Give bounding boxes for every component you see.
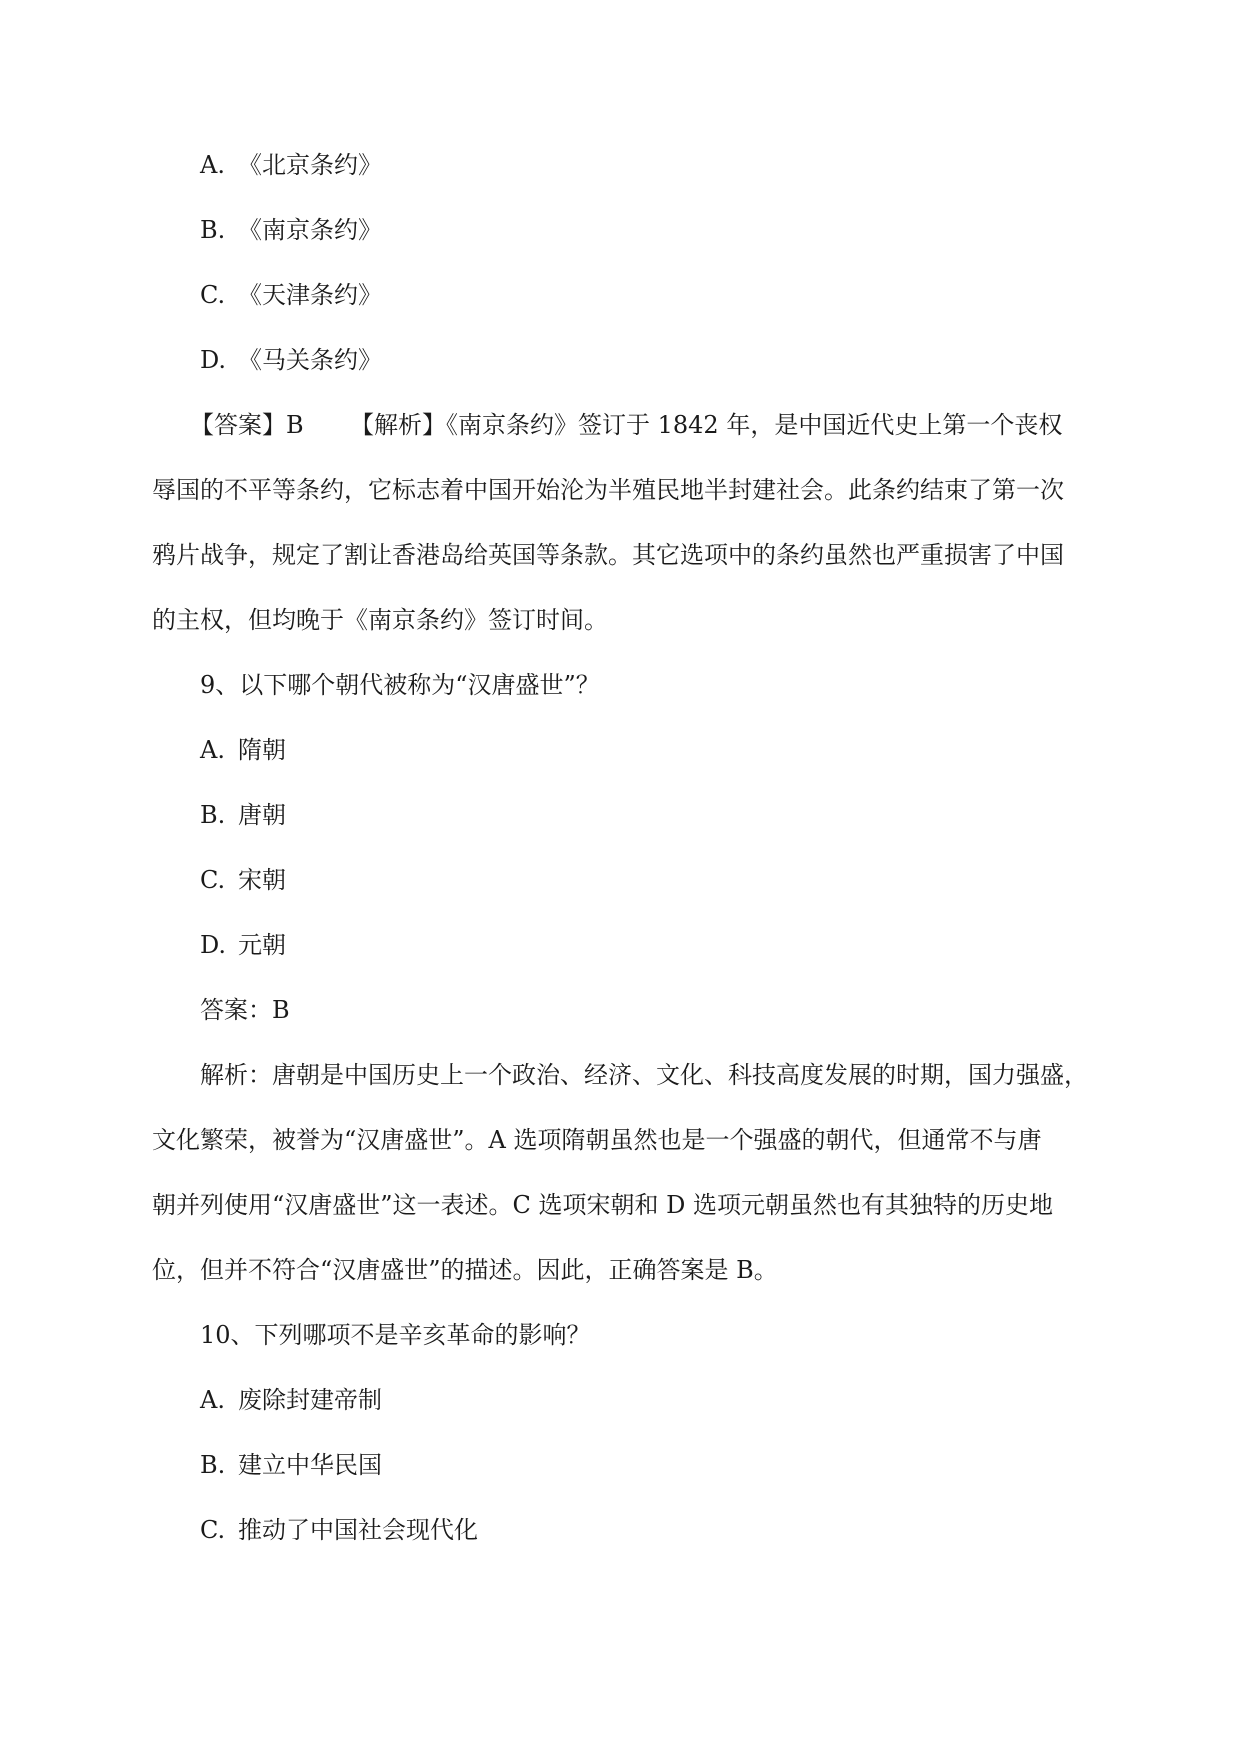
option-text: 建立中华民国 — [238, 1451, 382, 1479]
answer-analysis-line — [190, 410, 1062, 440]
option-letter: A. — [200, 736, 225, 764]
option-b — [200, 1450, 382, 1480]
option-text: 《马关条约》 — [238, 346, 382, 374]
option-d — [200, 930, 286, 960]
option-text: 隋朝 — [238, 736, 286, 764]
option-c — [200, 1515, 478, 1545]
analysis-line: 解析：唐朝是中国历史上一个政治、经济、文化、科技高度发展的时期，国力强盛， — [200, 1061, 1088, 1089]
option-text: 《天津条约》 — [238, 281, 382, 309]
analysis-text: 【解析】《南京条约》签订于 1842 年，是中国近代史上第一个丧权 — [350, 411, 1063, 439]
option-letter: C. — [200, 866, 226, 894]
analysis-line: 朝并列使用“汉唐盛世”这一表述。C 选项宋朝和 D 选项元朝虽然也有其独特的历史地 — [152, 1191, 1054, 1219]
answer-tag: 【答案】B — [190, 411, 304, 439]
option-letter: B. — [200, 216, 226, 244]
analysis-line: 的主权，但均晚于《南京条约》签订时间。 — [152, 606, 608, 634]
analysis-line: 辱国的不平等条约，它标志着中国开始沦为半殖民地半封建社会。此条约结束了第一次 — [152, 476, 1064, 504]
option-b — [200, 800, 286, 830]
option-letter: B. — [200, 801, 226, 829]
option-text: 唐朝 — [238, 801, 286, 829]
analysis-line: 文化繁荣，被誉为“汉唐盛世”。A 选项隋朝虽然也是一个强盛的朝代，但通常不与唐 — [152, 1126, 1042, 1154]
option-a — [200, 1385, 382, 1415]
option-text: 宋朝 — [238, 866, 286, 894]
option-c — [200, 865, 286, 895]
option-text: 元朝 — [238, 931, 286, 959]
option-letter: D. — [200, 931, 227, 959]
option-letter: C. — [200, 281, 226, 309]
option-a — [200, 735, 286, 765]
option-c — [200, 280, 382, 310]
option-b — [200, 215, 382, 245]
question-10: 10、下列哪项不是辛亥革命的影响？ — [200, 1321, 591, 1349]
question-9: 9、以下哪个朝代被称为“汉唐盛世”？ — [200, 671, 600, 699]
option-d — [200, 345, 382, 375]
option-text: 废除封建帝制 — [238, 1386, 382, 1414]
option-text: 《北京条约》 — [238, 151, 382, 179]
option-letter: B. — [200, 1451, 226, 1479]
analysis-line: 鸦片战争，规定了割让香港岛给英国等条款。其它选项中的条约虽然也严重损害了中国 — [152, 541, 1064, 569]
answer-9: 答案：B — [200, 996, 290, 1024]
option-letter: A. — [200, 1386, 225, 1414]
option-letter: D. — [200, 346, 227, 374]
analysis-line: 位，但并不符合“汉唐盛世”的描述。因此，正确答案是 B。 — [152, 1256, 778, 1284]
option-a — [200, 150, 382, 180]
option-text: 推动了中国社会现代化 — [238, 1516, 478, 1544]
option-letter: A. — [200, 151, 225, 179]
option-text: 《南京条约》 — [238, 216, 382, 244]
option-letter: C. — [200, 1516, 226, 1544]
